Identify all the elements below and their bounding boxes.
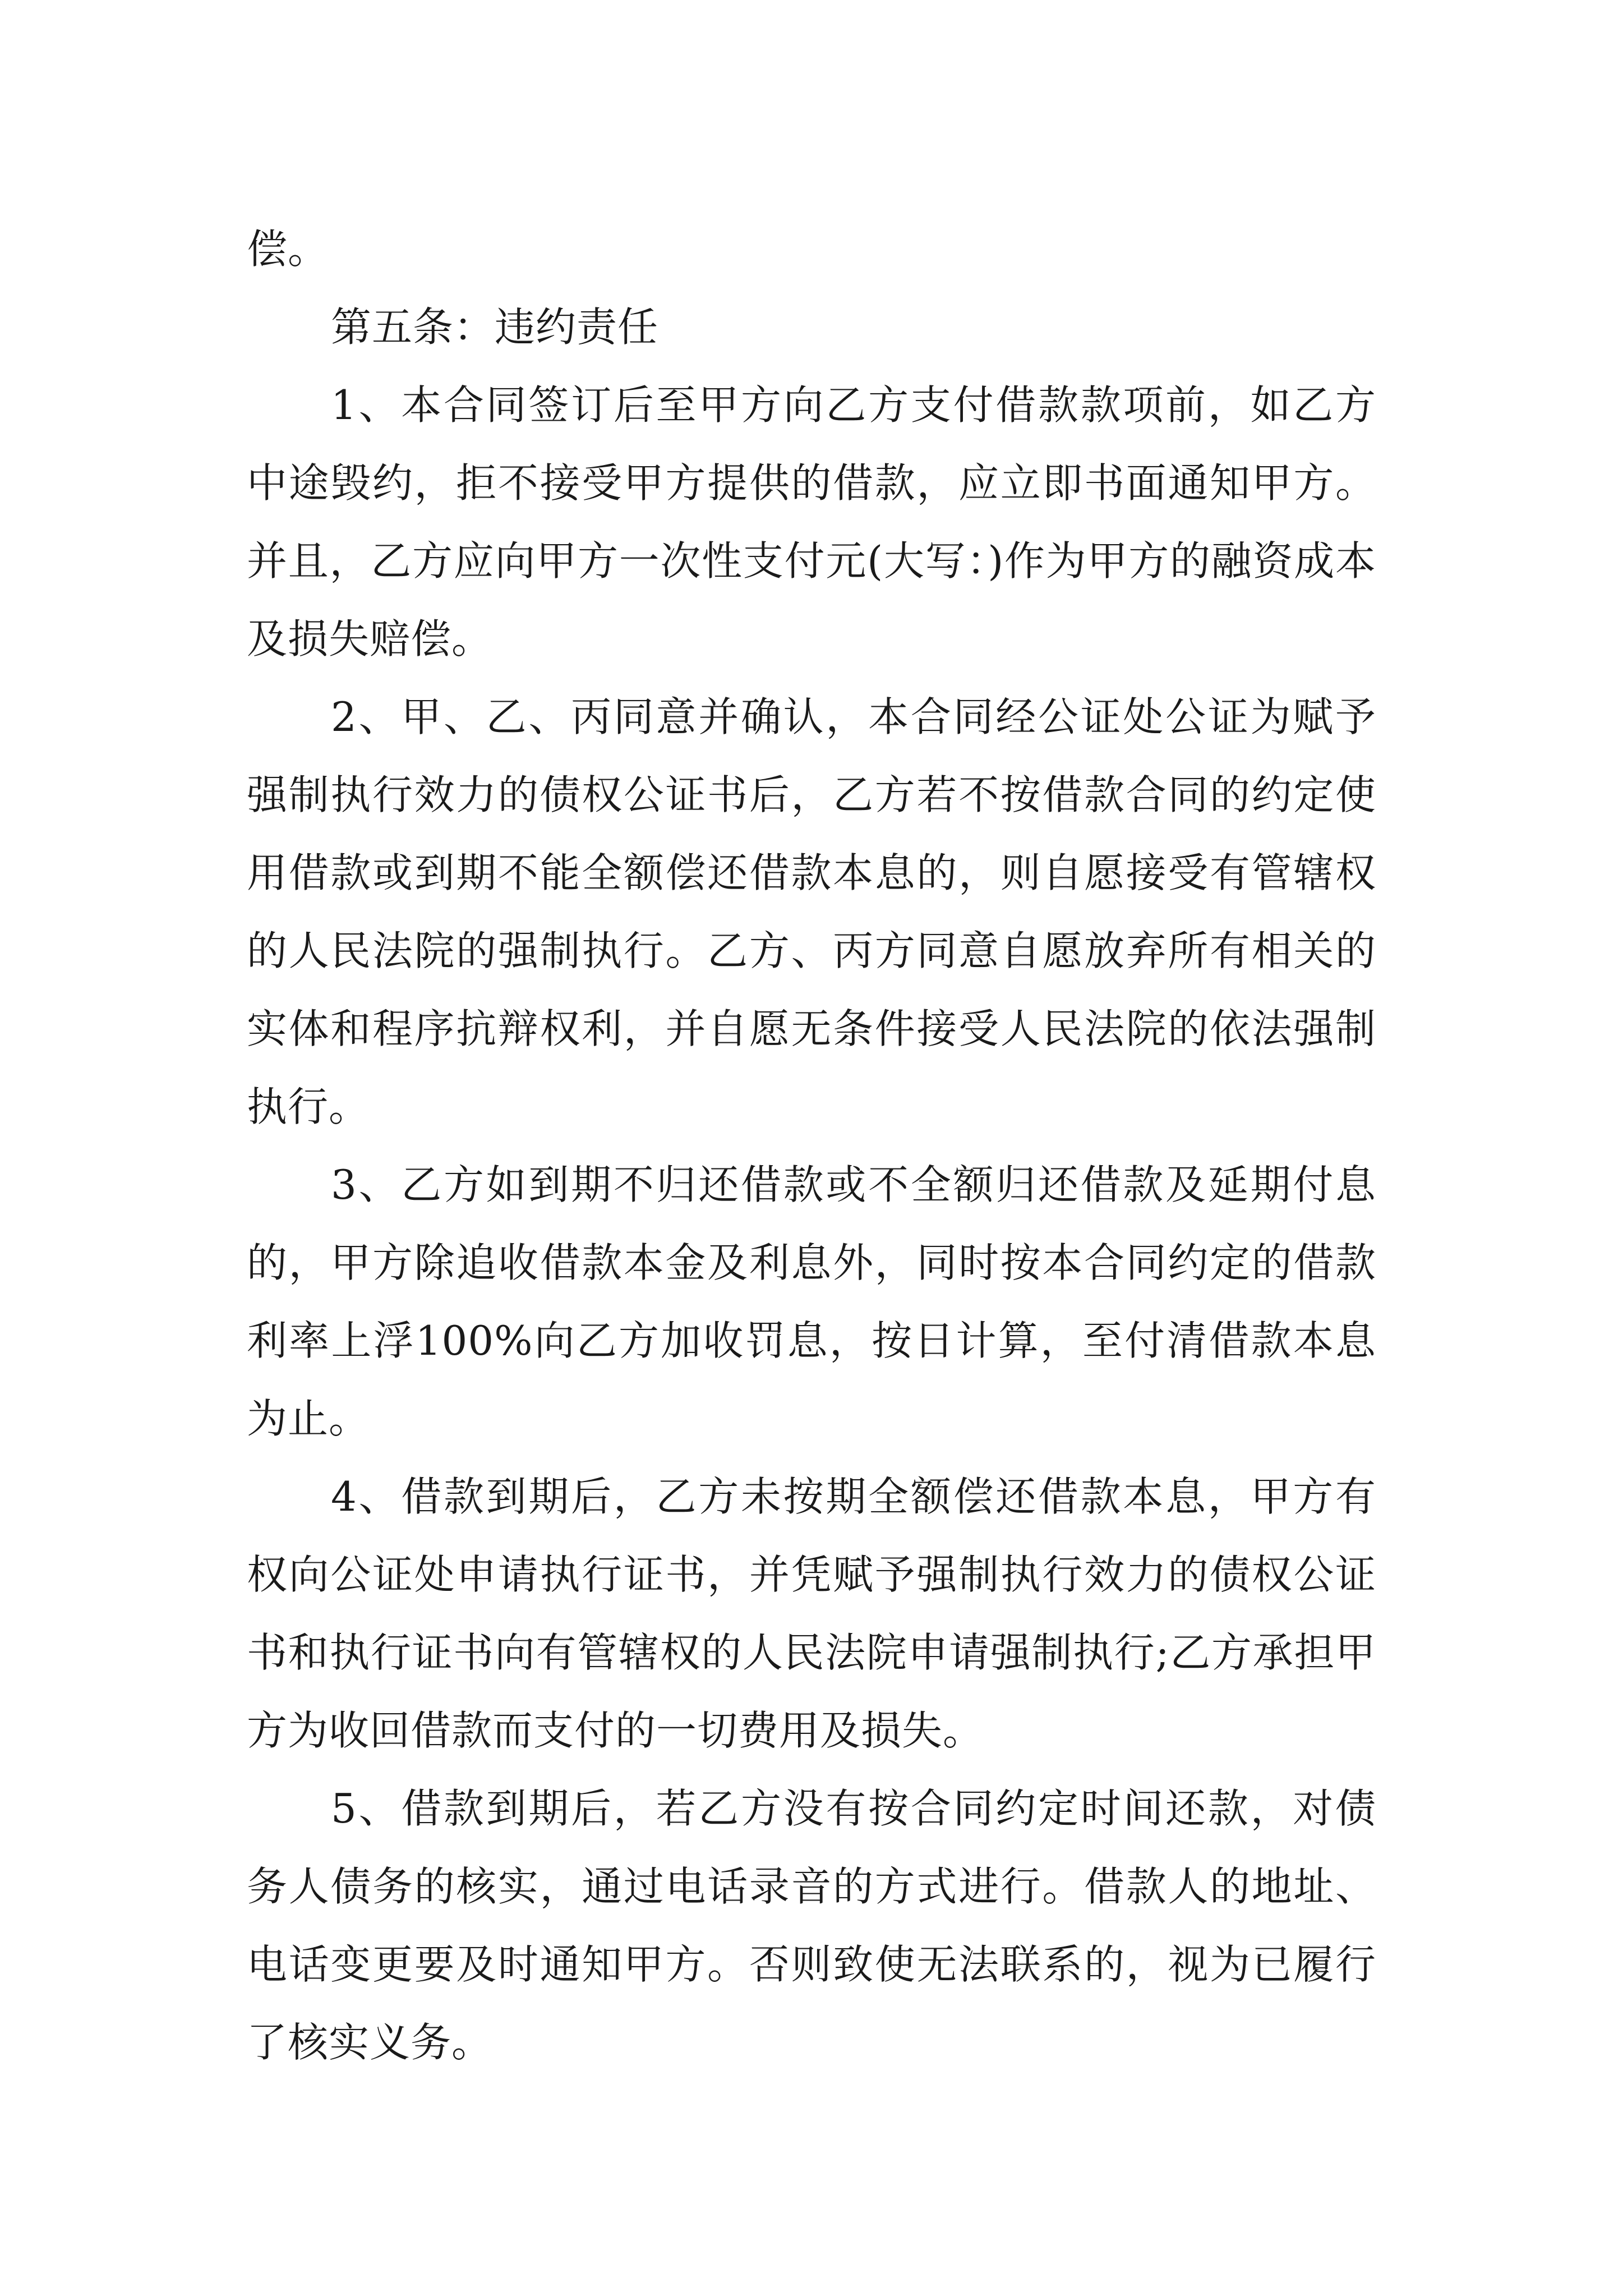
clause-5: 5、借款到期后，若乙方没有按合同约定时间还款，对债务人债务的核实，通过电话录音的方式进行。借款人的地址、电话变更要及时通知甲方。否则致使无法联系的，视为已履行了核实义务。 [247,1785,1376,2066]
clause-3: 3、乙方如到期不归还借款或不全额归还借款及延期付息的，甲方除追收借款本金及利息外，同时按本合同约定的借款利率上浮100%向乙方加收罚息，按日计算，至付清借款本息为止。 [247,1161,1376,1442]
section-heading: 第五条：违约责任 [331,303,659,351]
continuation-text: 偿。 [247,226,329,273]
clause-2: 2、甲、乙、丙同意并确认，本合同经公证处公证为赋予强制执行效力的债权公证书后，乙方若不按借款合同的约定使用借款或到期不能全额偿还借款本息的，则自愿接受有管辖权的人民法院的强制执行。乙方、丙方同意自愿放弃所有相关的实体和程序抗辩权利，并自愿无条件接受人民法院的依法强制执行。 [247,693,1376,1130]
clause-1: 1、本合同签订后至甲方向乙方支付借款款项前，如乙方中途毁约，拒不接受甲方提供的借款，应立即书面通知甲方。并且，乙方应向甲方一次性支付元(大写：)作为甲方的融资成本及损失赔偿。 [247,381,1376,662]
clause-4: 4、借款到期后，乙方未按期全额偿还借款本息，甲方有权向公证处申请执行证书，并凭赋予强制执行效力的债权公证书和执行证书向有管辖权的人民法院申请强制执行;乙方承担甲方为收回借款而支付的一切费用及损失。 [247,1473,1376,1754]
document-body [247,210,1376,2082]
